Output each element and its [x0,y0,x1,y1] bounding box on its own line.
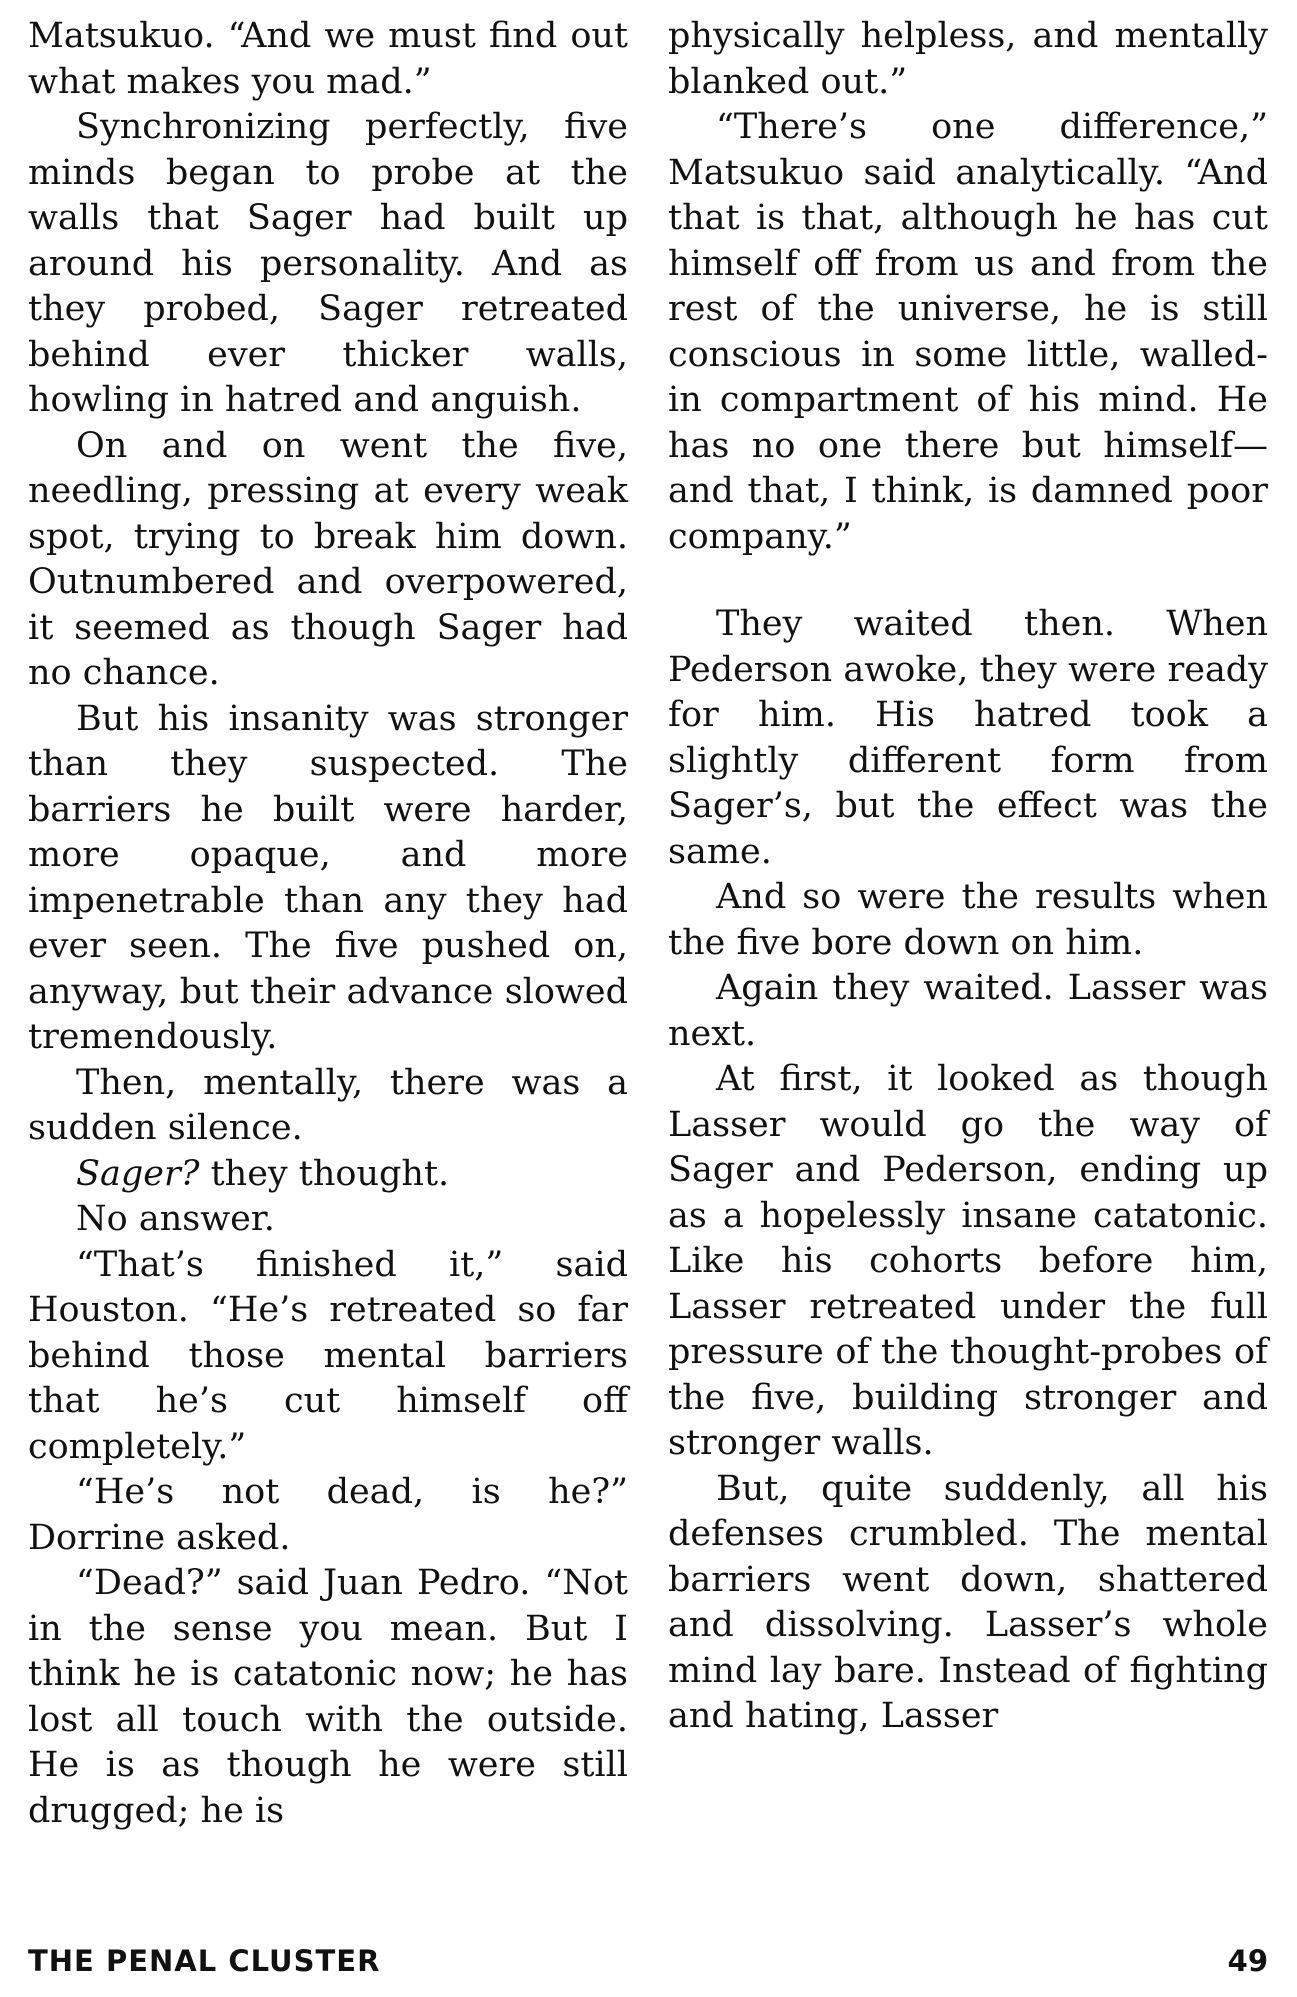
paragraph: But, quite suddenly, all his defenses crumbled. The mental barriers went down, shattered and dissolving. Lasser’s whole mind lay bare. Instead of fighting and hating, Lasser [668,1468,1268,1736]
right-text-column [668,14,1268,1740]
paragraph: Again they waited. Lasser was next. [668,968,1268,1054]
paragraph: But his insanity was stronger than they suspected. The barriers he built were harder, more opaque, and more impenetrable than any they had ever seen. The five pushed on, anyway, but their advance slowed tremendously. [28,698,628,1057]
paragraph: Synchronizing perfectly, five minds began to probe at the walls that Sager had built up around his personality. And as they probed, Sager retreated behind ever thicker walls, howling in hatred and anguish. [28,107,628,420]
paragraph: physically helpless, and mentally blanked out.” [668,16,1268,102]
paragraph: They waited then. When Pederson awoke, they were ready for him. His hatred took a slightly different form from Sager’s, but the effect was the same. [668,604,1268,872]
left-text-column [28,14,628,1834]
paragraph: “Dead?” said Juan Pedro. “Not in the sense you mean. But I think he is catatonic now; he has lost all touch with the outside. He is as though he were still drugged; he is [28,1563,628,1831]
paragraph: “He’s not dead, is he?” Dorrine asked. [28,1472,628,1558]
page-footer [28,1944,1268,1984]
paragraph: No answer. [76,1199,275,1239]
paragraph: At first, it looked as though Lasser would go the way of Sager and Pederson, ending up as a hopelessly insane catatonic. Like his cohorts before him, Lasser retreated under the full pressure of the thought-probes of the five, building stronger and stronger walls. [668,1059,1268,1463]
paragraph: And so were the results when the five bore down on him. [668,877,1268,963]
page-number: 49 [1227,1944,1268,1978]
paragraph-text: they thought. [199,1153,450,1194]
running-title: THE PENAL CLUSTER [28,1944,381,1978]
italic-thought: Sager? [76,1153,200,1194]
paragraph: “There’s one difference,” Matsukuo said analytically. “And that is that, although he has cut himself off from us and from the rest of the universe, he is still conscious in some little, walled-in compartment of his mind. He has no one there but himself—and that, I think, is damned poor company.” [668,107,1268,557]
paragraph: Matsukuo. “And we must find out what makes you mad.” [28,16,628,102]
paragraph [28,1152,628,1198]
paragraph: “That’s finished it,” said Houston. “He’s retreated so far behind those mental barriers that he’s cut himself off completely.” [28,1244,628,1467]
paragraph: On and on went the five, needling, pressing at every weak spot, trying to break him down. Outnumbered and overpowered, it seemed as though Sager had no chance. [28,425,628,693]
paragraph: Then, mentally, there was a sudden silence. [28,1062,628,1148]
